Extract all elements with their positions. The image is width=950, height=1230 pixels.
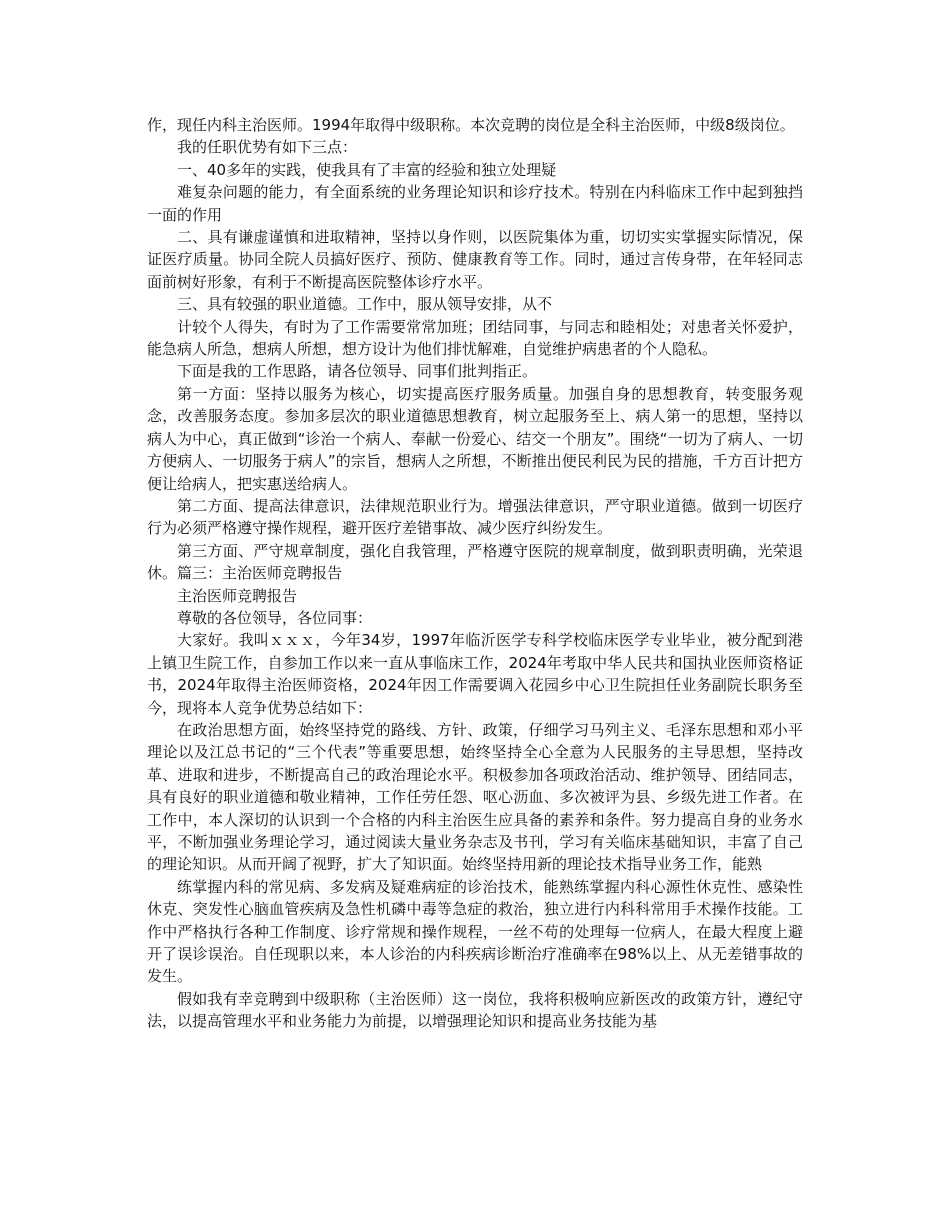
paragraph-advantage-2: 二、具有谦虚谨慎和进取精神，坚持以身作则，以医院集体为重，切切实实掌握实际情况，保证医疗质量。协同全院人员搞好医疗、预防、健康教育等工作。同时，通过言传身带，在年轻同志面前树好形象，有利于不断提高医院整体诊疗水平。 — [147, 228, 803, 291]
paragraph-advantage-1: 一、40多年的实践，使我具有了丰富的经验和独立处理疑 — [177, 160, 557, 179]
section-title: 主治医师竞聘报告 — [177, 586, 298, 605]
paragraph-advantage-3-cont: 计较个人得失，有时为了工作需要常常加班；团结同事，与同志和睦相处；对患者关怀爱护，能急病人所急，想病人所想，想方设计为他们排忧解难，自觉维护病患者的个人隐私。 — [147, 317, 803, 359]
paragraph-advantages-intro: 我的任职优势有如下三点： — [177, 138, 358, 157]
paragraph-aspect-2: 第二方面、提高法律意识，法律规范职业行为。增强法律意识，严守职业道德。做到一切医疗行为必须严格遵守操作规程，避开医疗差错事故、减少医疗纠纷发生。 — [147, 496, 803, 538]
paragraph-clinical-skills: 练掌握内科的常见病、多发病及疑难病症的诊治技术，能熟练掌握内科心源性休克性、感染性休克、突发性心脑血管疾病及急性机磷中毒等急症的救治，独立进行内科科常用手术操作技能。工作中严格执行各种工作制度、诊疗常规和操作规程，一丝不苟的处理每一位病人，在最大程度上避开了误诊误治。自任现职以来，本人诊治的内科疾病诊断治疗准确率在98%以上、从无差错事故的发生。 — [147, 877, 803, 986]
paragraph-political: 在政治思想方面，始终坚持党的路线、方针、政策，仔细学习马列主义、毛泽东思想和邓小平理论以及江总书记的“三个代表”等重要思想，始终坚持全心全意为人民服务的主导思想，坚持改革、进取和进步，不断提高自己的政治理论水平。积极参加各项政治活动、维护领导、团结同志，具有良好的职业道德和敬业精神，工作任劳任怨、呕心沥血、多次被评为县、乡级先进工作者。在工作中，本人深切的认识到一个合格的内科主治医生应具备的素养和条件。努力提高自身的业务水平，不断加强业务理论学习，通过阅读大量业务杂志及书刊，学习有关临床基础知识，丰富了自己的理论知识。从而开阔了视野，扩大了知识面。始终坚持用新的理论技术指导业务工作，能熟 — [147, 720, 803, 874]
paragraph-advantage-3: 三、具有较强的职业道德。工作中，服从领导安排，从不 — [177, 295, 553, 314]
paragraph-work-ideas: 下面是我的工作思路，请各位领导、同事们批判指正。 — [177, 362, 538, 381]
paragraph-aspect-3: 第三方面、严守规章制度，强化自我管理，严格遵守医院的规章制度，做到职责明确，光荣退休。篇三：主治医师竞聘报告 — [147, 541, 803, 583]
salutation: 尊敬的各位领导，各位同事： — [177, 608, 373, 627]
document-body — [147, 114, 803, 1033]
paragraph-plans: 假如我有幸竞聘到中级职称（主治医师）这一岗位，我将积极响应新医改的政策方针，遵纪守法，以提高管理水平和业务能力为前提，以增强理论知识和提高业务技能为基 — [147, 989, 803, 1031]
paragraph-advantage-1-cont: 难复杂问题的能力，有全面系统的业务理论知识和诊疗技术。特别在内科临床工作中起到独挡一面的作用 — [147, 183, 803, 224]
paragraph-self-intro: 大家好。我叫ｘｘｘ，今年34岁，1997年临沂医学专科学校临床医学专业毕业，被分配到港上镇卫生院工作，自参加工作以来一直从事临床工作，2024年考取中华人民共和国执业医师资格证书，2024年取得主治医师资格，2024年因工作需要调入花园乡中心卫生院担任业务副院长职务至今，现将本人竞争优势总结如下： — [147, 631, 803, 717]
paragraph-continuation: 作，现任内科主治医师。1994年取得中级职称。本次竞聘的岗位是全科主治医师，中级8级岗位。 — [147, 116, 795, 134]
paragraph-aspect-1: 第一方面：坚持以服务为核心，切实提高医疗服务质量。加强自身的思想教育，转变服务观念，改善服务态度。参加多层次的职业道德思想教育，树立起服务至上、病人第一的思想，坚持以病人为中心，真正做到“诊治一个病人、奉献一份爱心、结交一个朋友”。围绕“一切为了病人、一切方便病人、一切服务于病人”的宗旨，想病人之所想，不断推出便民利民为民的措施，千方百计把方便让给病人，把实惠送给病人。 — [147, 384, 803, 493]
